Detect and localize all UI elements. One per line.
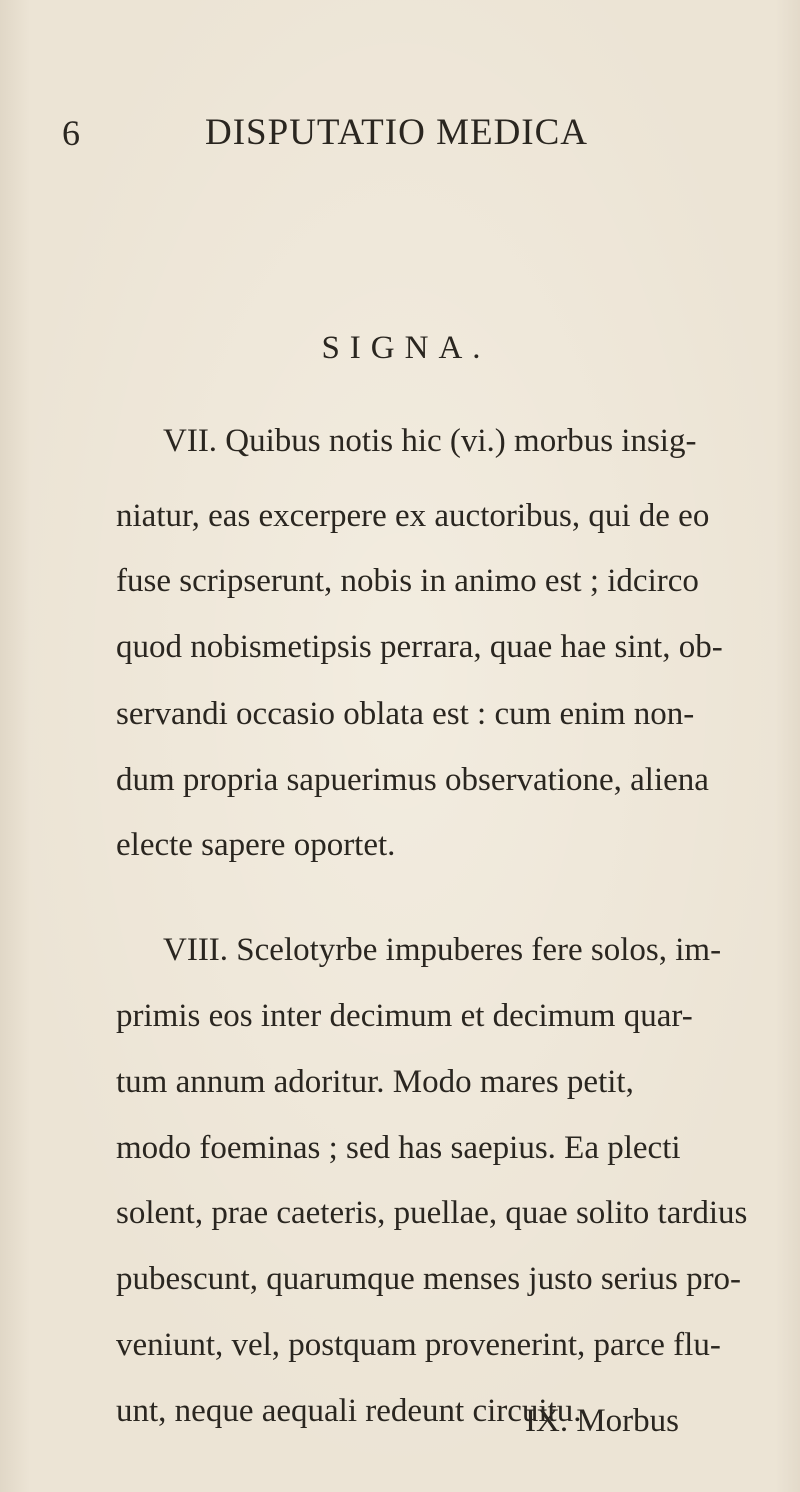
page-number: 6 <box>62 113 80 153</box>
paragraph-vii-line: dum propria sapuerimus observatione, aliena <box>116 762 709 798</box>
paragraph-viii-line: tum annum adoritur. Modo mares petit, <box>116 1064 634 1100</box>
paragraph-viii-line: VIII. Scelotyrbe impuberes fere solos, im- <box>163 932 722 968</box>
running-title: DISPUTATIO MEDICA <box>205 112 589 153</box>
paragraph-viii-line: solent, prae caeteris, puellae, quae solito tardius <box>116 1195 748 1231</box>
paragraph-vii-line: niatur, eas excerpere ex auctoribus, qui de eo <box>116 498 710 534</box>
paragraph-viii-line: veniunt, vel, postquam provenerint, parce flu- <box>116 1327 721 1363</box>
paragraph-viii-line: unt, neque aequali redeunt circuitu. <box>116 1393 582 1429</box>
paragraph-vii-line: fuse scripserunt, nobis in animo est ; idcirco <box>116 563 699 599</box>
paragraph-viii-line: pubescunt, quarumque menses justo serius pro- <box>116 1261 742 1297</box>
paragraph-vii-line: VII. Quibus notis hic (vi.) morbus insig- <box>163 423 697 459</box>
paragraph-viii-line: primis eos inter decimum et decimum quar- <box>116 998 693 1034</box>
running-head <box>0 108 800 158</box>
section-heading: SIGNA. <box>321 330 491 366</box>
catchword: IX. Morbus <box>525 1403 679 1439</box>
paragraph-vii-line: electe sapere oportet. <box>116 827 396 863</box>
paragraph-vii-line: quod nobismetipsis perrara, quae hae sint, ob- <box>116 629 723 665</box>
paragraph-vii-line: servandi occasio oblata est : cum enim non- <box>116 696 695 732</box>
paragraph-viii-line: modo foeminas ; sed has saepius. Ea plecti <box>116 1130 681 1166</box>
